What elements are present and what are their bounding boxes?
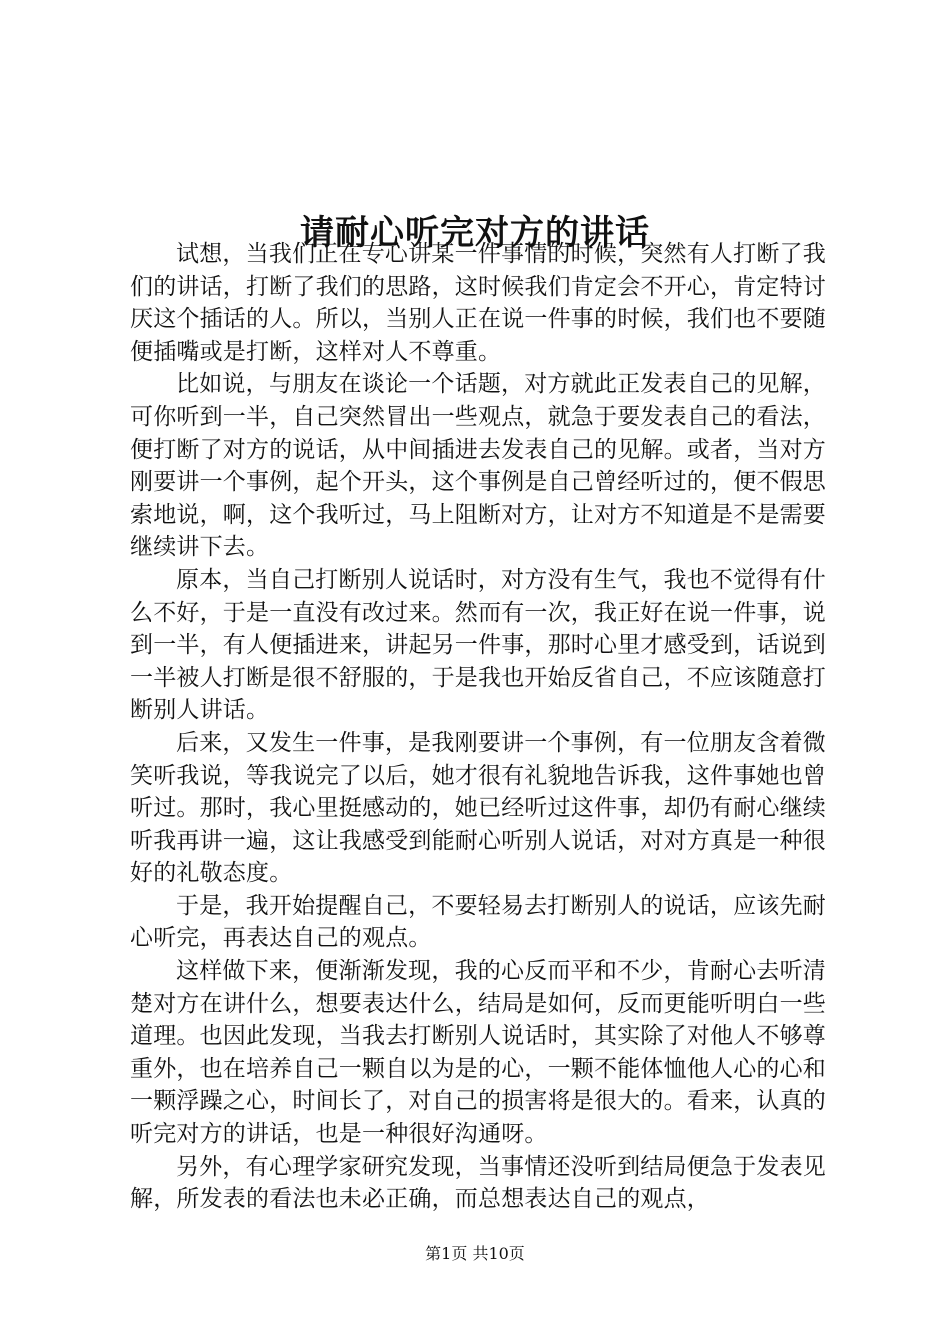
page-footer: 第1页 共10页 <box>425 1244 525 1263</box>
paragraph: 比如说，与朋友在谈论一个话题，对方就此正发表自己的见解，可你听到一半，自己突然冒出一些观点，就急于要发表自己的看法，便打断了对方的说话，从中间插进去发表自己的见解。或者，当对方刚要讲一个事例，起个开头，这个事例是自己曾经听过的，便不假思索地说，啊，这个我听过，马上阻断对方，让对方不知道是不是需要继续讲下去。 <box>130 371 826 561</box>
document-body <box>130 238 826 1216</box>
paragraph: 后来，又发生一件事，是我刚要讲一个事例，有一位朋友含着微笑听我说，等我说完了以后，她才很有礼貌地告诉我，这件事她也曾听过。那时，我心里挺感动的，她已经听过这件事，却仍有耐心继续听我再讲一遍，这让我感受到能耐心听别人说话，对对方真是一种很好的礼敬态度。 <box>130 729 826 887</box>
document-title: 请耐心听完对方的讲话 <box>300 212 650 253</box>
paragraph: 试想，当我们正在专心讲某一件事情的时候，突然有人打断了我们的讲话，打断了我们的思路，这时候我们肯定会不开心，肯定特讨厌这个插话的人。所以，当别人正在说一件事的时候，我们也不要随便插嘴或是打断，这样对人不尊重。 <box>130 241 826 365</box>
paragraph: 于是，我开始提醒自己，不要轻易去打断别人的说话，应该先耐心听完，再表达自己的观点。 <box>130 892 826 952</box>
paragraph: 这样做下来，便渐渐发现，我的心反而平和不少，肯耐心去听清楚对方在讲什么，想要表达什么，结局是如何，反而更能听明白一些道理。也因此发现，当我去打断别人说话时，其实除了对他人不够尊重外，也在培养自己一颗自以为是的心，一颗不能体恤他人心的心和一颗浮躁之心，时间长了，对自己的损害将是很大的。看来，认真的听完对方的讲话，也是一种很好沟通呀。 <box>130 958 826 1148</box>
paragraph: 另外，有心理学家研究发现，当事情还没听到结局便急于发表见解，所发表的看法也未必正确，而总想表达自己的观点， <box>130 1153 826 1213</box>
paragraph: 原本，当自己打断别人说话时，对方没有生气，我也不觉得有什么不好，于是一直没有改过来。然而有一次，我正好在说一件事，说到一半，有人便插进来，讲起另一件事，那时心里才感受到，话说到一半被人打断是很不舒服的，于是我也开始反省自己，不应该随意打断别人讲话。 <box>130 566 826 724</box>
